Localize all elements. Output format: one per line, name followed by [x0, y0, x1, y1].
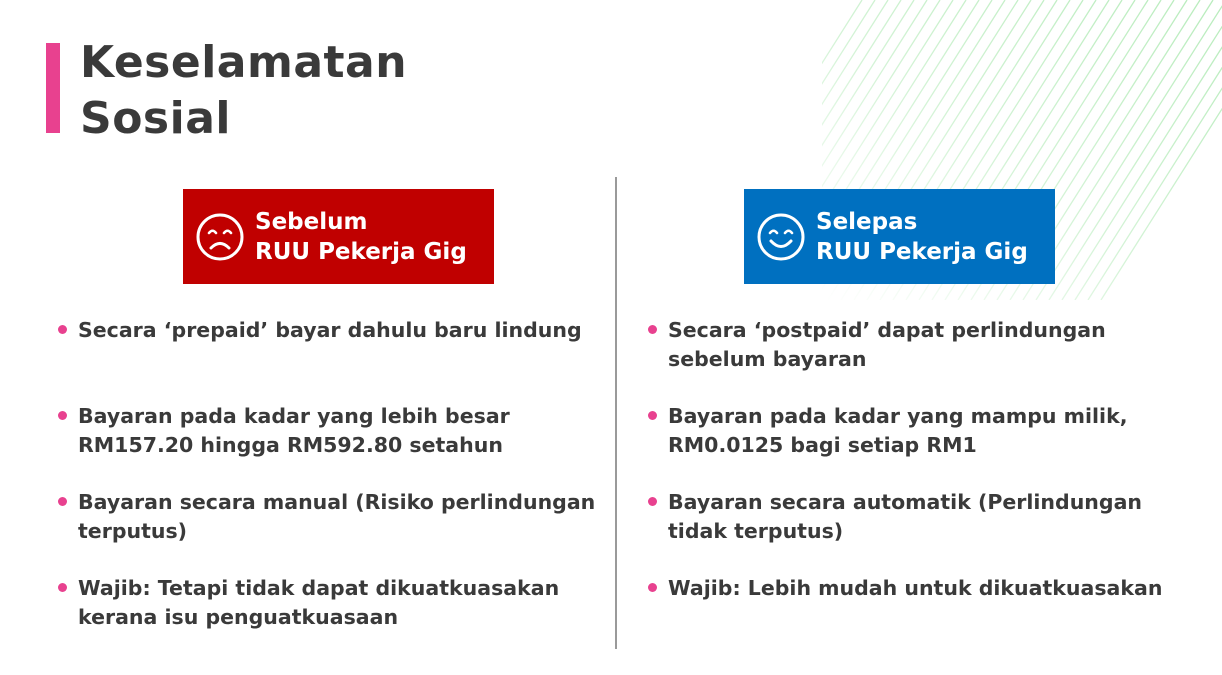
list-item — [56, 488, 606, 574]
list-item — [646, 316, 1206, 402]
bullet-dot — [648, 411, 657, 420]
title-accent-bar — [46, 43, 60, 133]
bullet-dot — [648, 497, 657, 506]
bullet-text: Secara ‘postpaid’ dapat perlindungan sebelum bayaran — [668, 318, 1106, 371]
bullet-text: Bayaran secara manual (Risiko perlindungan terputus) — [78, 490, 596, 543]
bullet-text: Bayaran secara automatik (Perlindungan tidak terputus) — [668, 490, 1142, 543]
list-item — [56, 316, 606, 402]
list-item — [56, 402, 606, 488]
before-header-line2: RUU Pekerja Gig — [255, 238, 467, 265]
before-header-line1: Sebelum — [255, 208, 368, 235]
list-item — [646, 488, 1206, 574]
bullet-text: Bayaran pada kadar yang lebih besar RM157.20 hingga RM592.80 setahun — [78, 404, 510, 457]
bullet-dot — [648, 583, 657, 592]
before-header-text — [255, 207, 467, 267]
bullet-dot — [58, 497, 67, 506]
page-title-line1: Keselamatan — [80, 37, 408, 88]
after-header — [744, 189, 1055, 284]
list-item — [646, 574, 1206, 660]
smiley-face-icon — [756, 212, 806, 262]
bullet-text: Wajib: Tetapi tidak dapat dikuatkuasakan kerana isu penguatkuasaan — [78, 576, 560, 629]
bullet-text: Secara ‘prepaid’ bayar dahulu baru lindung — [78, 318, 582, 342]
bullet-dot — [648, 325, 657, 334]
decorative-stripe-line — [1075, 0, 1222, 300]
after-header-line2: RUU Pekerja Gig — [816, 238, 1028, 265]
after-header-text — [816, 207, 1028, 267]
page-title-line2: Sosial — [80, 93, 231, 144]
bullet-dot — [58, 411, 67, 420]
list-item — [56, 574, 606, 660]
column-divider — [615, 177, 617, 649]
before-bullet-list — [56, 316, 606, 660]
list-item — [646, 402, 1206, 488]
after-header-line1: Selepas — [816, 208, 918, 235]
before-header — [183, 189, 494, 284]
bullet-text: Wajib: Lebih mudah untuk dikuatkuasakan — [668, 576, 1163, 600]
after-bullet-list — [646, 316, 1206, 660]
bullet-text: Bayaran pada kadar yang mampu milik, RM0.0125 bagi setiap RM1 — [668, 404, 1128, 457]
decorative-stripe-line — [1088, 0, 1222, 300]
page-title — [80, 35, 407, 147]
sad-face-icon — [195, 212, 245, 262]
bullet-dot — [58, 325, 67, 334]
bullet-dot — [58, 583, 67, 592]
